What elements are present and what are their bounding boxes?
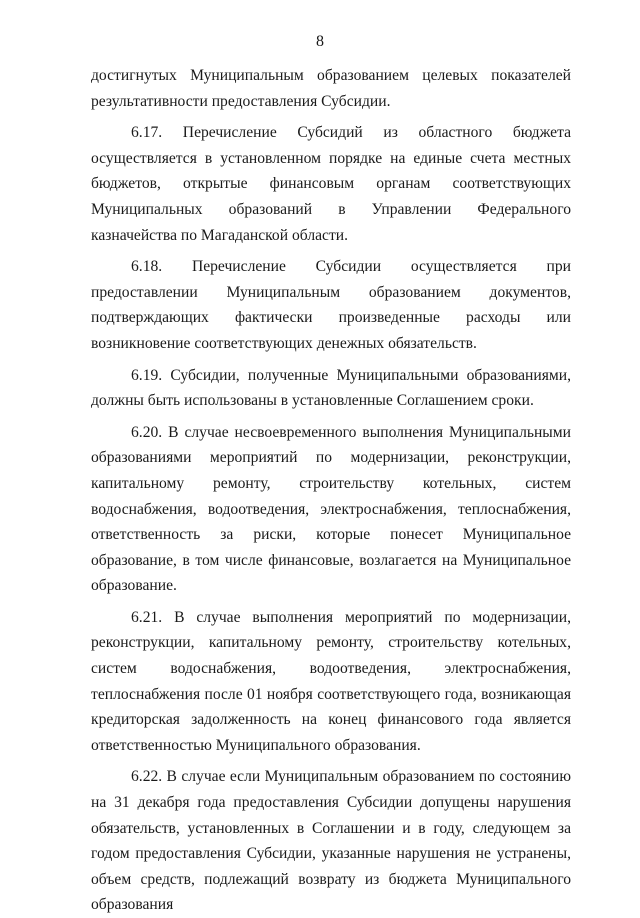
- paragraph-6-17: 6.17. Перечисление Субсидий из областного бюджета осуществляется в установленном порядке на единые счета местных бюджетов, открытые финансовым органам соответствующих Муниципальных образований в Управлении Федерального казначейства по Магаданской области.: [91, 124, 571, 244]
- paragraph-6-20: 6.20. В случае несвоевременного выполнения Муниципальными образованиями мероприятий по модернизации, реконструкции, капитальному ремонту, строительству котельных, систем водоснабжения, водоотведения, электроснабжения, теплоснабжения, ответственность за риски, которые понесет Муниципальное образование, в том числе финансовые, возлагается на Муниципальное образование.: [91, 423, 571, 595]
- paragraph-6-22: 6.22. В случае если Муниципальным образованием по состоянию на 31 декабря года предоставления Субсидии допущены нарушения обязательств, установленных в Соглашении и в году, следующем за годом предоставления Субсидии, указанные нарушения не устранены, объем средств, подлежащий возврату из бюджета Муниципального образования: [91, 768, 571, 914]
- page-number: 8: [316, 33, 324, 50]
- document-body: [91, 63, 571, 918]
- paragraph-continuation: достигнутых Муниципальным образованием целевых показателей результативности предоставления Субсидии.: [91, 67, 571, 110]
- paragraph-6-19: 6.19. Субсидии, полученные Муниципальными образованиями, должны быть использованы в установленные Соглашением сроки.: [91, 366, 571, 410]
- paragraph-6-21: 6.21. В случае выполнения мероприятий по модернизации, реконструкции, капитальному ремонту, строительству котельных, систем водоснабжения, водоотведения, электроснабжения, теплоснабжения после 01 ноября соответствующего года, возникающая кредиторская задолженность на конец финансового года является ответственностью Муниципального образования.: [91, 608, 571, 754]
- paragraph-6-18: 6.18. Перечисление Субсидии осуществляется при предоставлении Муниципальным образованием документов, подтверждающих фактически произведенные расходы или возникновение соответствующих денежных обязательств.: [91, 258, 571, 352]
